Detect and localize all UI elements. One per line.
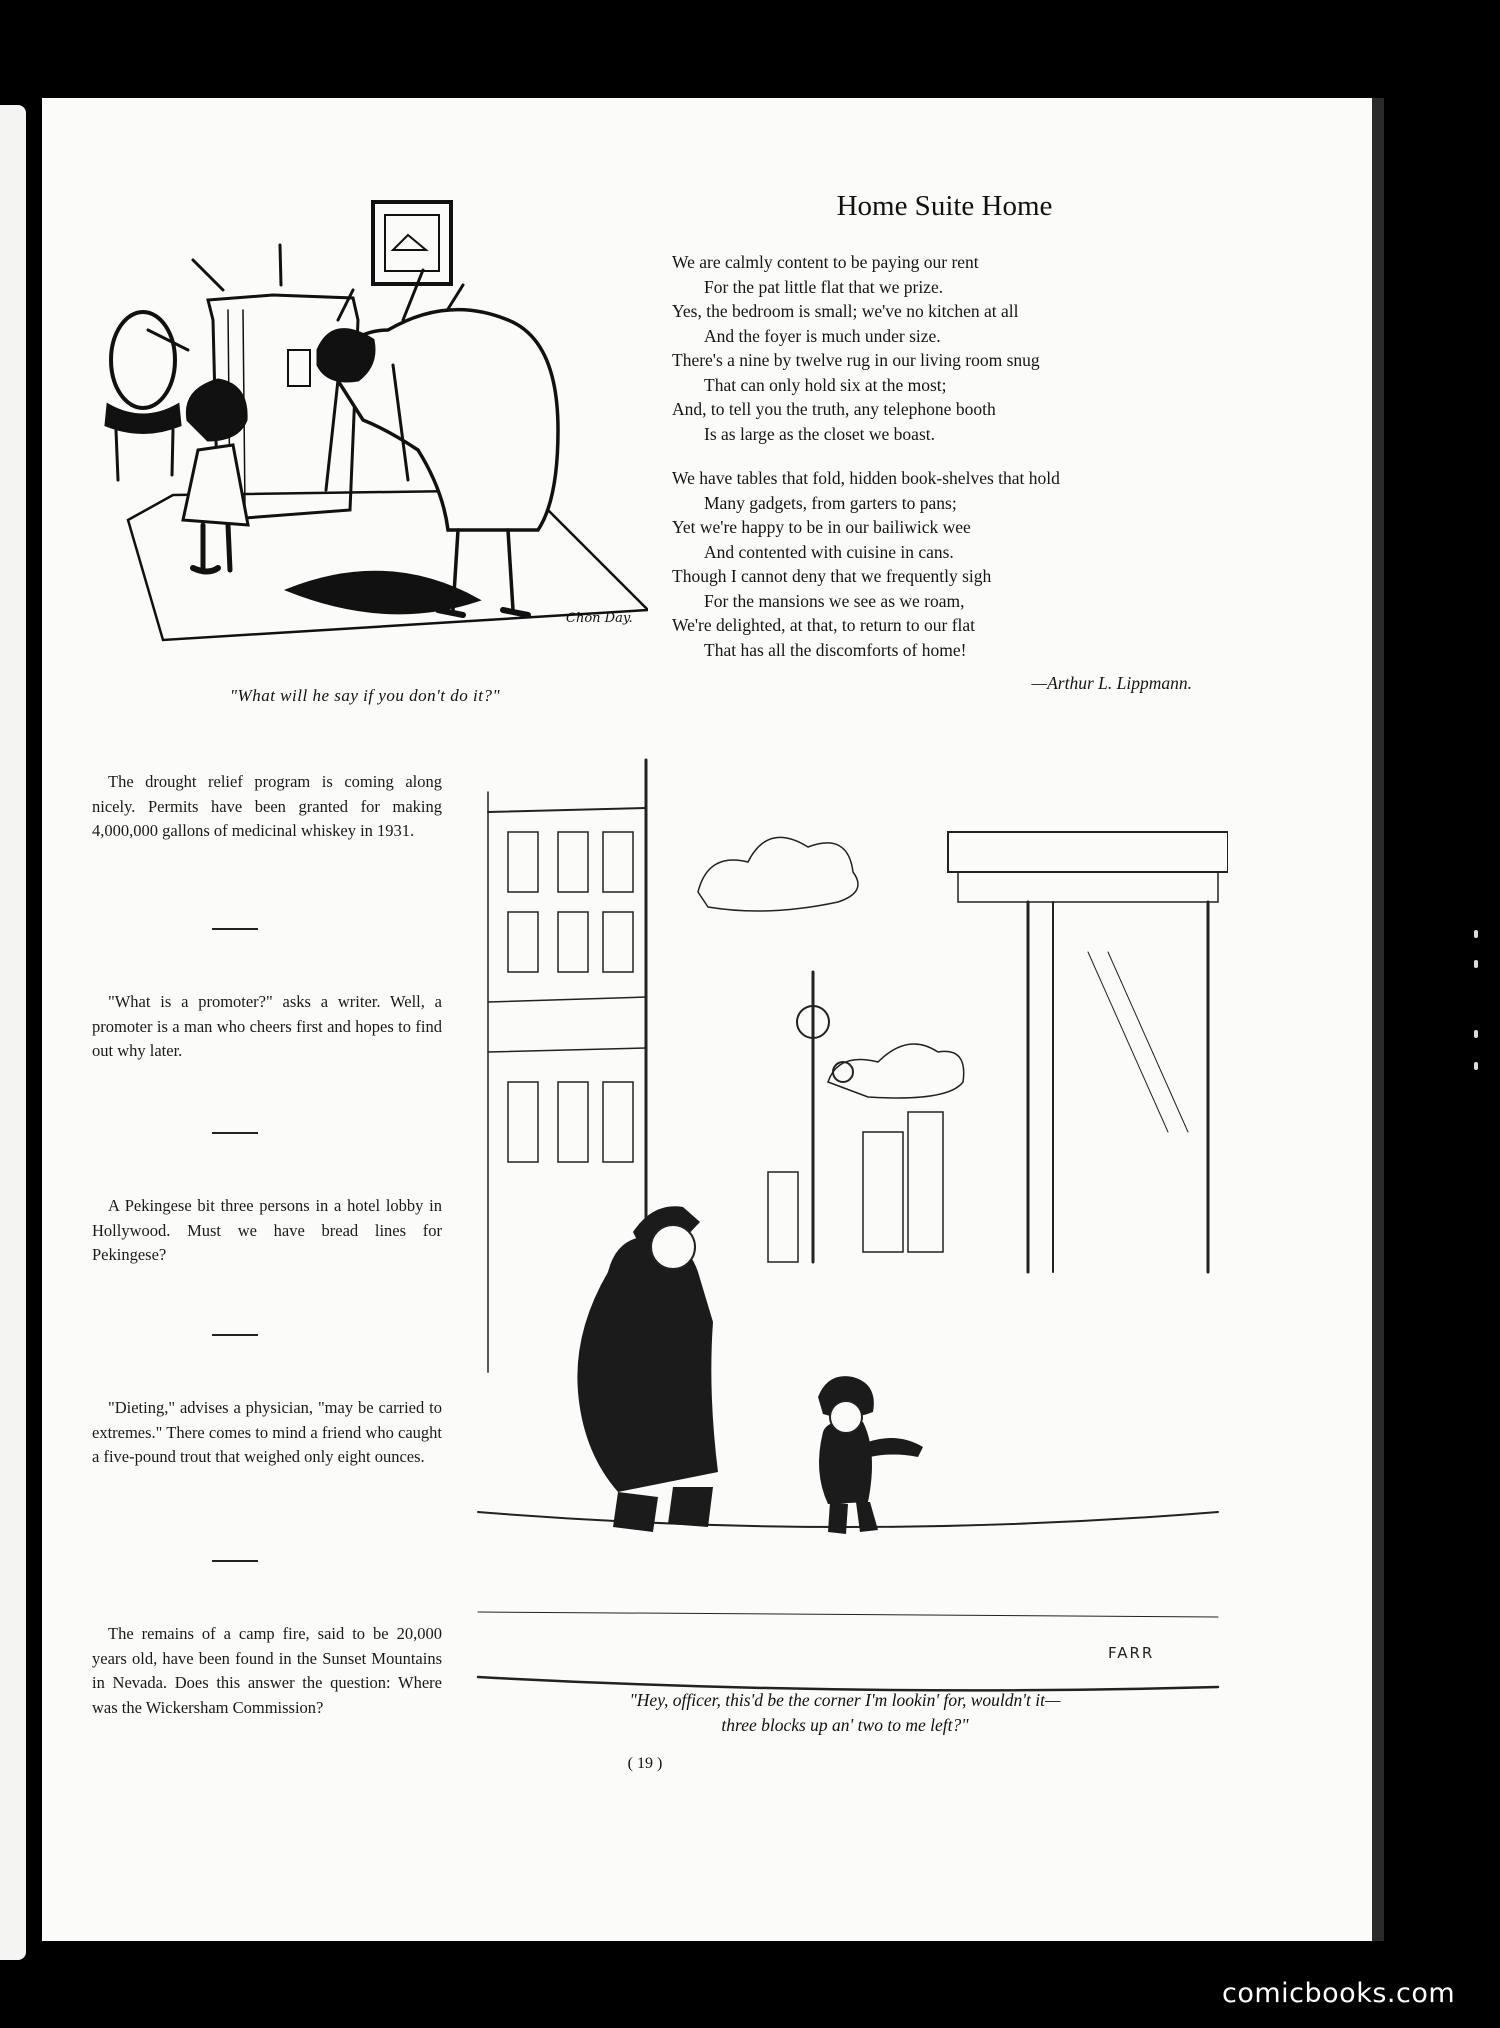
paragraph-camp-fire xyxy=(92,1622,442,1720)
page-edge-shadow xyxy=(1372,98,1384,1941)
page-number: ( 19 ) xyxy=(627,1755,663,1772)
cartoon-radio-illustration xyxy=(88,190,648,670)
section-rule xyxy=(212,928,258,930)
poem-line: We are calmly content to be paying our rent xyxy=(672,252,979,272)
poem-title: Home Suite Home xyxy=(836,190,1053,222)
site-watermark: comicbooks.com xyxy=(1222,1978,1456,2009)
paragraph-drought xyxy=(92,770,442,844)
poem-line: There's a nine by twelve rug in our living room snug xyxy=(672,350,1040,370)
cartoon-bottom-caption xyxy=(500,1688,1190,1738)
paragraph-text: A Pekingese bit three persons in a hotel lobby in Hollywood. Must we have bread lines for Pekingese? xyxy=(92,1196,442,1264)
poem-line: And the foyer is much under size. xyxy=(704,325,941,346)
section-rule xyxy=(212,1132,258,1134)
poem-line: We're delighted, at that, to return to our flat xyxy=(672,615,976,635)
poem-author: —Arthur L. Lippmann. xyxy=(1031,673,1192,693)
cartoon-top-caption: "What will he say if you don't do it?" xyxy=(229,686,501,705)
paragraph-dieting xyxy=(92,1396,442,1470)
poem-line: That has all the discomforts of home! xyxy=(704,639,967,660)
poem-line: Is as large as the closet we boast. xyxy=(704,423,935,444)
poem-line: We have tables that fold, hidden book-shelves that hold xyxy=(672,468,1060,488)
poem-stanza xyxy=(672,466,1217,662)
previous-page-edge xyxy=(0,105,26,1960)
paragraph-text: The remains of a camp fire, said to be 20,000 years old, have been found in the Sunset Mountains in Nevada. Does this answer the question: Where was the Wickersham Commission? xyxy=(92,1624,442,1717)
poem-line: Though I cannot deny that we frequently sigh xyxy=(672,566,992,586)
poem-line: Many gadgets, from garters to pans; xyxy=(704,492,957,513)
paragraph-pekingese xyxy=(92,1194,442,1268)
poem-line: And contented with cuisine in cans. xyxy=(704,541,954,562)
cartoon-top-signature: Chon Day. xyxy=(566,611,633,626)
poem-line: For the mansions we see as we roam, xyxy=(704,590,965,611)
section-rule xyxy=(212,1334,258,1336)
paragraph-promoter xyxy=(92,990,442,1064)
poem-line: Yes, the bedroom is small; we've no kitchen at all xyxy=(672,301,1019,321)
section-rule xyxy=(212,1560,258,1562)
paragraph-text: The drought relief program is coming along nicely. Permits have been granted for making 4,000,000 gallons of medicinal whiskey in 1931. xyxy=(92,772,442,840)
paragraph-text: "Dieting," advises a physician, "may be carried to extremes." There comes to mind a friend who caught a five-pound trout that weighed only eight ounces. xyxy=(92,1398,442,1466)
cartoon-officer-illustration xyxy=(468,752,1228,1747)
caption-line: "Hey, officer, this'd be the corner I'm lookin' for, wouldn't it— xyxy=(629,1690,1061,1710)
poem-stanza xyxy=(672,250,1217,446)
poem-line: That can only hold six at the most; xyxy=(704,374,947,395)
paragraph-text: "What is a promoter?" asks a writer. Well, a promoter is a man who cheers first and hopes to find out why later. xyxy=(92,992,442,1060)
cartoon-bottom-signature: FARR xyxy=(1108,1644,1155,1662)
poem-body xyxy=(672,250,1217,682)
poem-line: For the pat little flat that we prize. xyxy=(704,276,944,297)
poem-line: Yet we're happy to be in our bailiwick wee xyxy=(672,517,971,537)
poem-line: And, to tell you the truth, any telephone booth xyxy=(672,399,996,419)
caption-line: three blocks up an' two to me left?" xyxy=(721,1715,969,1735)
